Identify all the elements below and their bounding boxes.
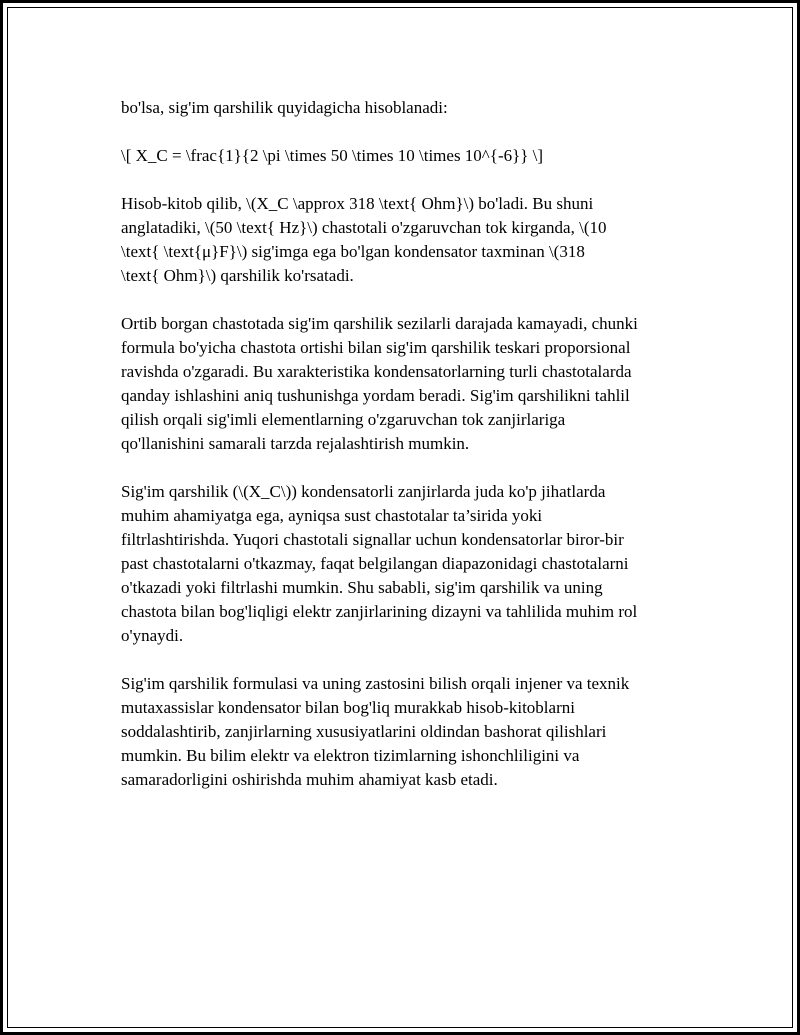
paragraph-frequency-effect: Ortib borgan chastotada sig'im qarshilik sezilarli darajada kamayadi, chunki formula bo'yicha chastota ortishi bilan sig'im qarshilik teskari proporsional ravishda o'zgaradi. Bu xarakteristika kondensatorlarning turli chastotalarda qanday ishlashini aniq tushunishga yordam beradi. Sig'im qarshilikni tahlil qilish orqali sig'imli elementlarning o'zgaruvchan tok zanjirlariga qo'llanishini samarali tarzda rejalashtirish mumkin. — [121, 314, 638, 453]
paragraph-formula: \[ X_C = \frac{1}{2 \pi \times 50 \times 10 \times 10^{-6}} \] — [121, 146, 544, 165]
paragraph-calculation: Hisob-kitob qilib, \(X_C \approx 318 \text{ Ohm}\) bo'ladi. Bu shuni anglatadiki, \(50 \text{ Hz}\) chastotali o'zgaruvchan tok kirganda, \(10 \text{ \text{μ}F}\) sig'imga ega bo'lgan kondensator taxminan \(318 \text{ Ohm}\) qarshilik ko'rsatadi. — [121, 194, 607, 285]
paragraph-importance: Sig'im qarshilik (\(X_C\)) kondensatorli zanjirlarda juda ko'p jihatlarda muhim ahamiyatga ega, ayniqsa sust chastotalar ta’sirida yoki filtrlashtirishda. Yuqori chastotali signallar uchun kondensatorlar biror-bir past chastotalarni o'tkazmay, faqat belgilangan diapazonidagi chastotalarni o'tkazadi yoki filtrlashi mumkin. Shu sababli, sig'im qarshilik va uning chastota bilan bog'liqligi elektr zanjirlarining dizayni va tahlilida muhim rol o'ynaydi. — [121, 482, 638, 645]
document-body — [121, 96, 693, 816]
paragraph-conclusion: Sig'im qarshilik formulasi va uning zastosini bilish orqali injener va texnik mutaxassislar kondensator bilan bog'liq murakkab hisob-kitoblarni soddalashtirib, zanjirlarning xususiyatlarini oldindan bashorat qilishlari mumkin. Bu bilim elektr va elektron tizimlarning ishonchliligini va samaradorligini oshirishda muhim ahamiyat kasb etadi. — [121, 674, 630, 789]
paragraph-intro: bo'lsa, sig'im qarshilik quyidagicha hisoblanadi: — [121, 98, 448, 117]
